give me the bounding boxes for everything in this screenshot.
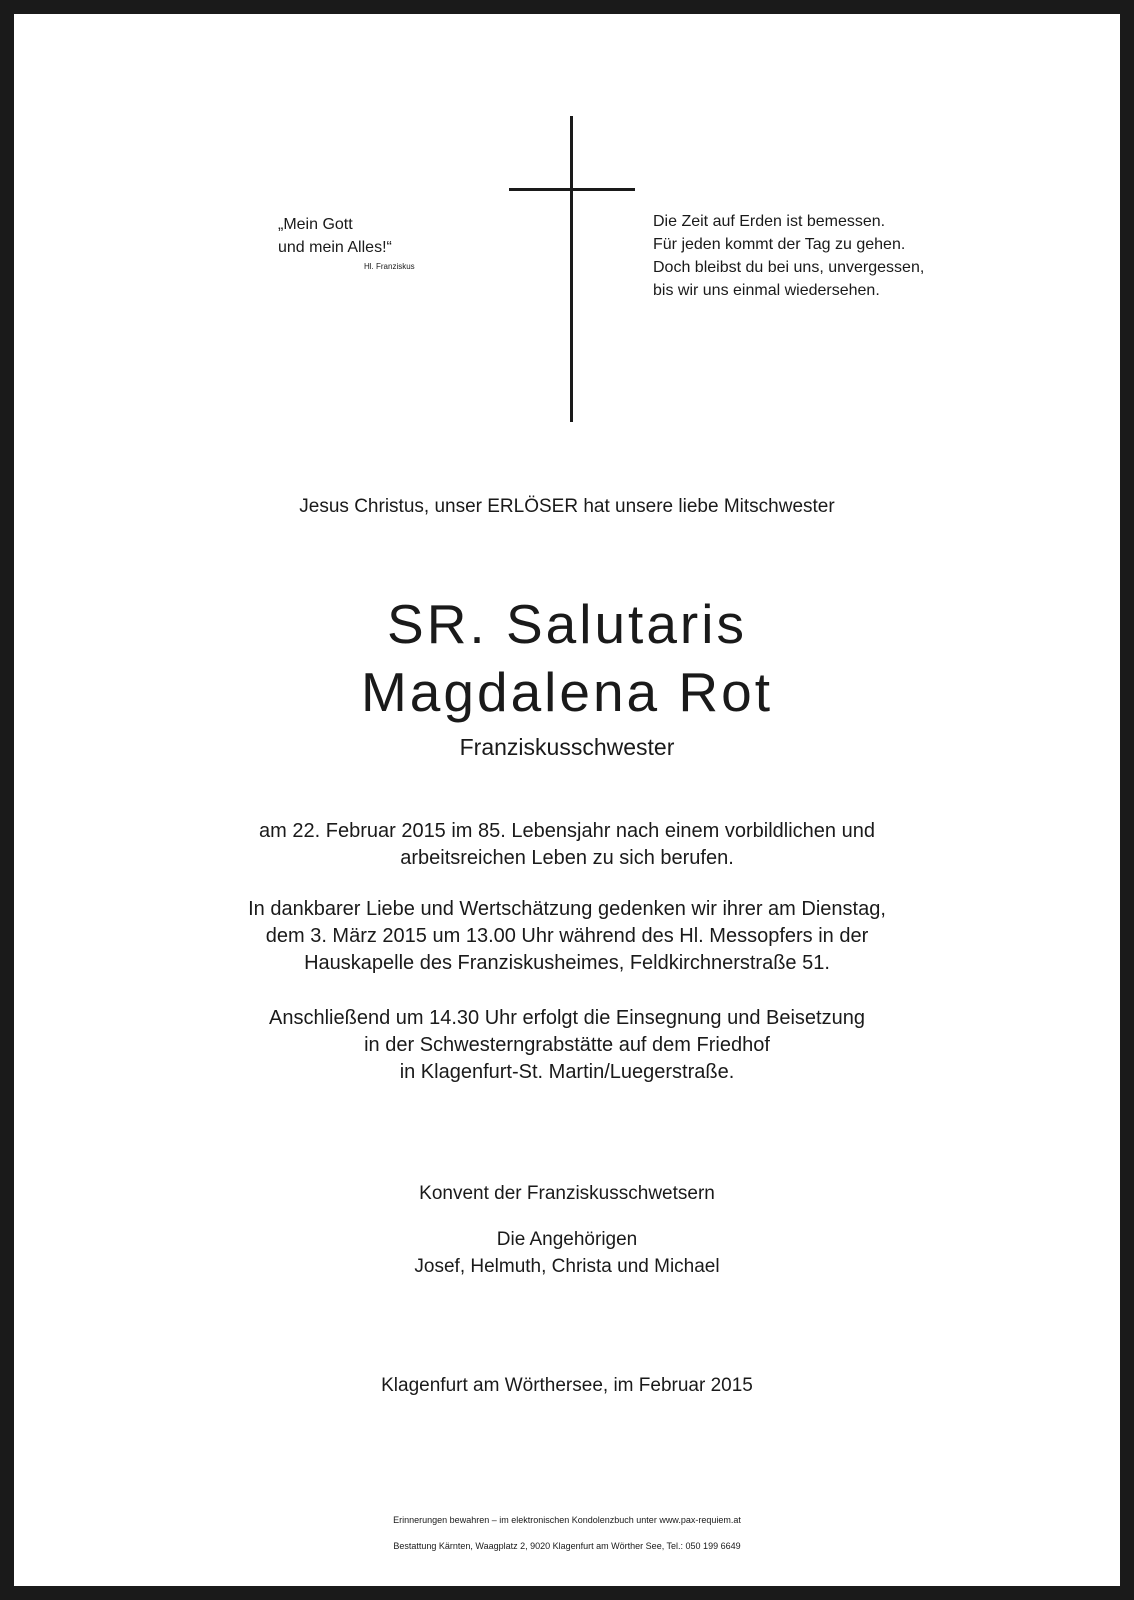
paragraph-line: Anschließend um 14.30 Uhr erfolgt die Einsegnung und Beisetzung (269, 1007, 865, 1029)
paragraph-line: arbeitsreichen Leben zu sich berufen. (400, 847, 734, 869)
poem-line: bis wir uns einmal wiedersehen. (653, 282, 880, 299)
footer-funeral-home-line: Bestattung Kärnten, Waagplatz 2, 9020 Klagenfurt am Wörther See, Tel.: 050 199 6649 (393, 1541, 741, 1551)
paragraph-line: in Klagenfurt-St. Martin/Luegerstraße. (399, 1061, 735, 1083)
paragraph-line: in der Schwesterngrabstätte auf dem Friedhof (364, 1034, 770, 1056)
death-notice-paragraph (14, 818, 1120, 872)
relatives-title: Die Angehörigen (496, 1229, 638, 1250)
relatives-names: Josef, Helmuth, Christa und Michael (414, 1256, 720, 1277)
deceased-name (14, 590, 1120, 726)
cross-horizontal-bar (509, 188, 635, 191)
deceased-name-line1: SR. Salutaris (387, 593, 747, 655)
cross-vertical-bar (570, 116, 573, 422)
paragraph-line: dem 3. März 2015 um 13.00 Uhr während des Hl. Messopfers in der (265, 925, 869, 947)
paragraph-line: am 22. Februar 2015 im 85. Lebensjahr nach einem vorbildlichen und (259, 820, 875, 842)
paragraph-line: Hauskapelle des Franziskusheimes, Feldkirchnerstraße 51. (304, 952, 830, 974)
paragraph-line: In dankbarer Liebe und Wertschätzung gedenken wir ihrer am Dienstag, (248, 898, 886, 920)
convent-signature: Konvent der Franziskusschwetsern (419, 1183, 715, 1204)
deceased-name-line2: Magdalena Rot (360, 661, 774, 723)
relatives-signature (14, 1226, 1120, 1280)
intro-line: Jesus Christus, unser ERLÖSER hat unsere liebe Mitschwester (299, 496, 835, 517)
left-quote (278, 213, 458, 273)
place-date: Klagenfurt am Wörthersee, im Februar 2015 (381, 1375, 753, 1396)
poem-line: Die Zeit auf Erden ist bemessen. (653, 213, 886, 230)
footer-condolence-line: Erinnerungen bewahren – im elektronischen Kondolenzbuch unter www.pax-requiem.at (393, 1515, 741, 1525)
left-quote-line: „Mein Gott (278, 216, 353, 233)
left-quote-attribution: Hl. Franziskus (364, 262, 415, 271)
religious-order: Franziskusschwester (459, 734, 675, 760)
right-poem (653, 210, 1013, 302)
poem-line: Für jeden kommt der Tag zu gehen. (653, 236, 906, 253)
poem-line: Doch bleibst du bei uns, unvergessen, (653, 259, 925, 276)
left-quote-line: und mein Alles!“ (278, 239, 392, 256)
burial-paragraph (14, 1005, 1120, 1086)
mass-paragraph (14, 896, 1120, 977)
